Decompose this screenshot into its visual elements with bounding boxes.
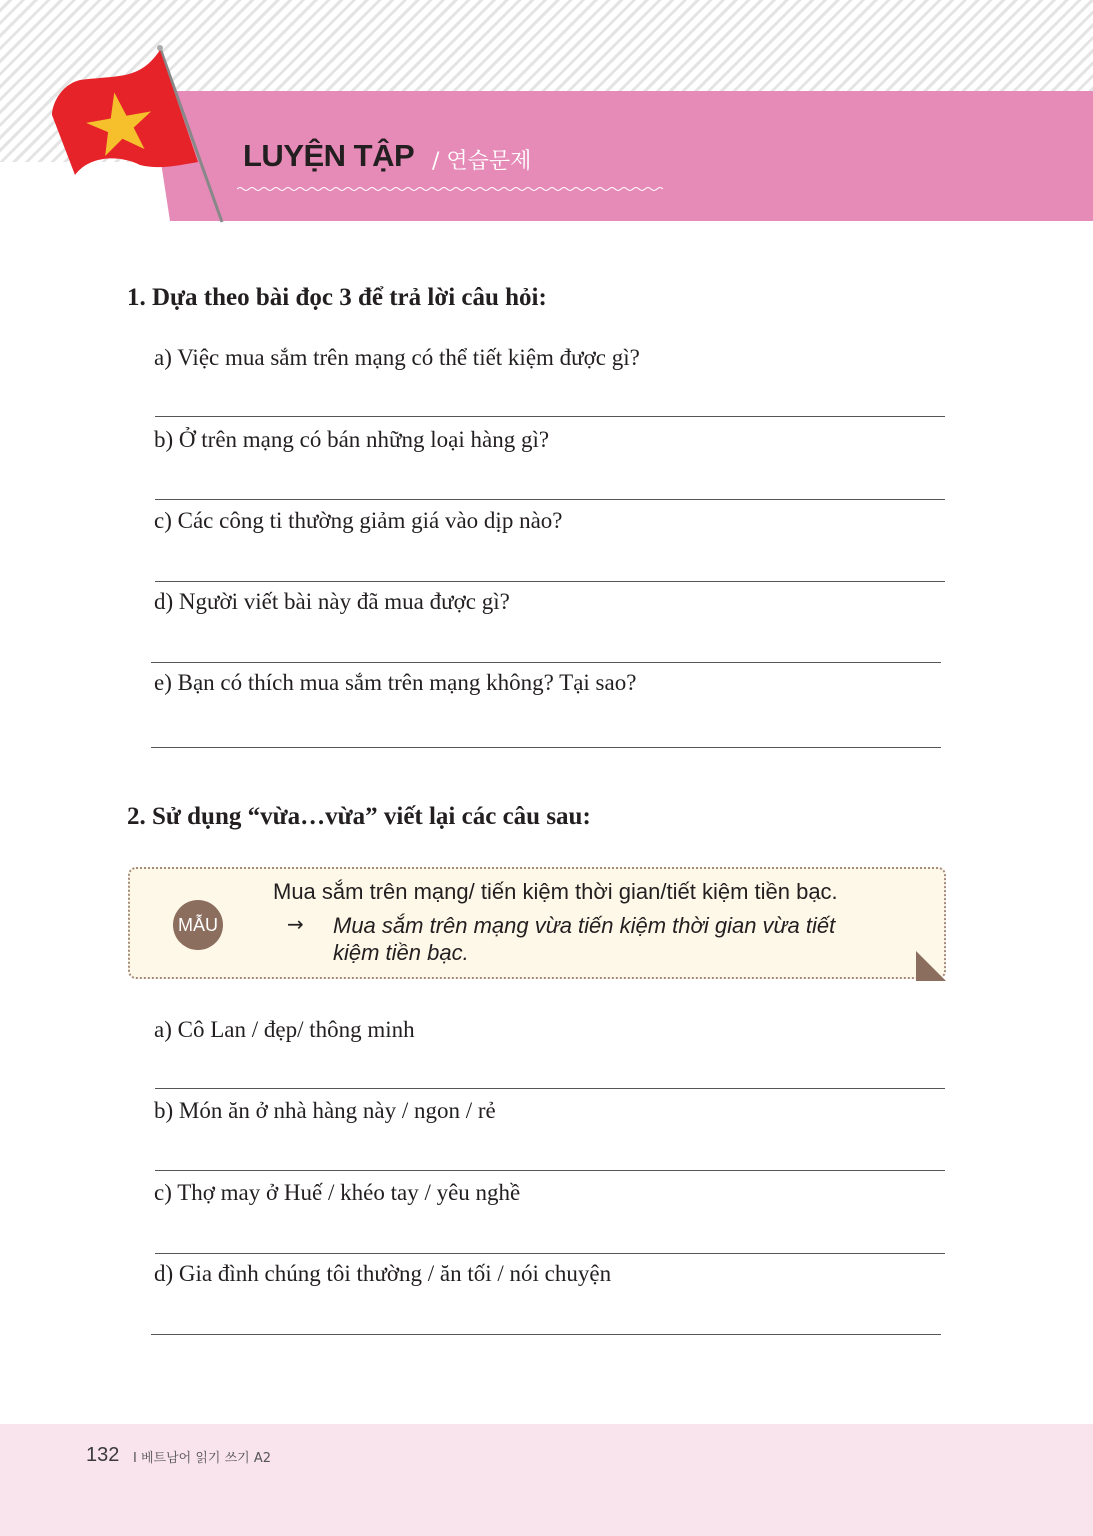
sample-prompt: Mua sắm trên mạng/ tiến kiệm thời gian/tiết kiệm tiền bạc. — [273, 879, 838, 904]
page-subtitle: / 연습문제 — [432, 149, 532, 174]
answer-line-1d[interactable] — [151, 662, 941, 663]
sample-answer: Mua sắm trên mạng vừa tiến kiệm thời gian vừa tiết kiệm tiền bạc. — [333, 913, 836, 965]
arrow-right-icon: → — [287, 912, 304, 936]
answer-line-2a[interactable] — [155, 1088, 945, 1089]
answer-line-1e[interactable] — [151, 747, 941, 748]
section2-heading: 2. Sử dụng “vừa…vừa” viết lại các câu sau: — [127, 803, 591, 830]
wavy-divider — [237, 186, 667, 192]
section1-heading: 1. Dựa theo bài đọc 3 để trả lời câu hỏi: — [127, 284, 547, 311]
question-1c: c) Các công ti thường giảm giá vào dịp nào? — [154, 508, 563, 533]
answer-line-1b[interactable] — [155, 499, 945, 500]
question-2a: a) Cô Lan / đẹp/ thông minh — [154, 1017, 415, 1042]
question-2c: c) Thợ may ở Huế / khéo tay / yêu nghề — [154, 1180, 521, 1205]
page-title: LUYỆN TẬP — [243, 138, 415, 173]
book-title: I 베트남어 읽기 쓰기 A2 — [133, 1451, 271, 1466]
question-1d: d) Người viết bài này đã mua được gì? — [154, 589, 510, 614]
question-1e: e) Bạn có thích mua sắm trên mạng không? Tại sao? — [154, 670, 637, 695]
answer-line-2c[interactable] — [155, 1253, 945, 1254]
answer-line-1a[interactable] — [155, 416, 945, 417]
vietnam-flag-icon — [40, 40, 240, 230]
question-1b: b) Ở trên mạng có bán những loại hàng gì? — [154, 427, 550, 452]
sample-badge: MẪU — [173, 900, 223, 950]
footer — [0, 1424, 1093, 1536]
page-fold-corner — [916, 951, 946, 981]
answer-line-2d[interactable] — [151, 1334, 941, 1335]
question-1a: a) Việc mua sắm trên mạng có thể tiết kiệm được gì? — [154, 345, 640, 370]
question-2d: d) Gia đình chúng tôi thường / ăn tối / nói chuyện — [154, 1261, 612, 1286]
page-number: 132 — [86, 1444, 120, 1466]
question-2b: b) Món ăn ở nhà hàng này / ngon / rẻ — [154, 1098, 496, 1123]
answer-line-1c[interactable] — [155, 581, 945, 582]
answer-line-2b[interactable] — [155, 1170, 945, 1171]
